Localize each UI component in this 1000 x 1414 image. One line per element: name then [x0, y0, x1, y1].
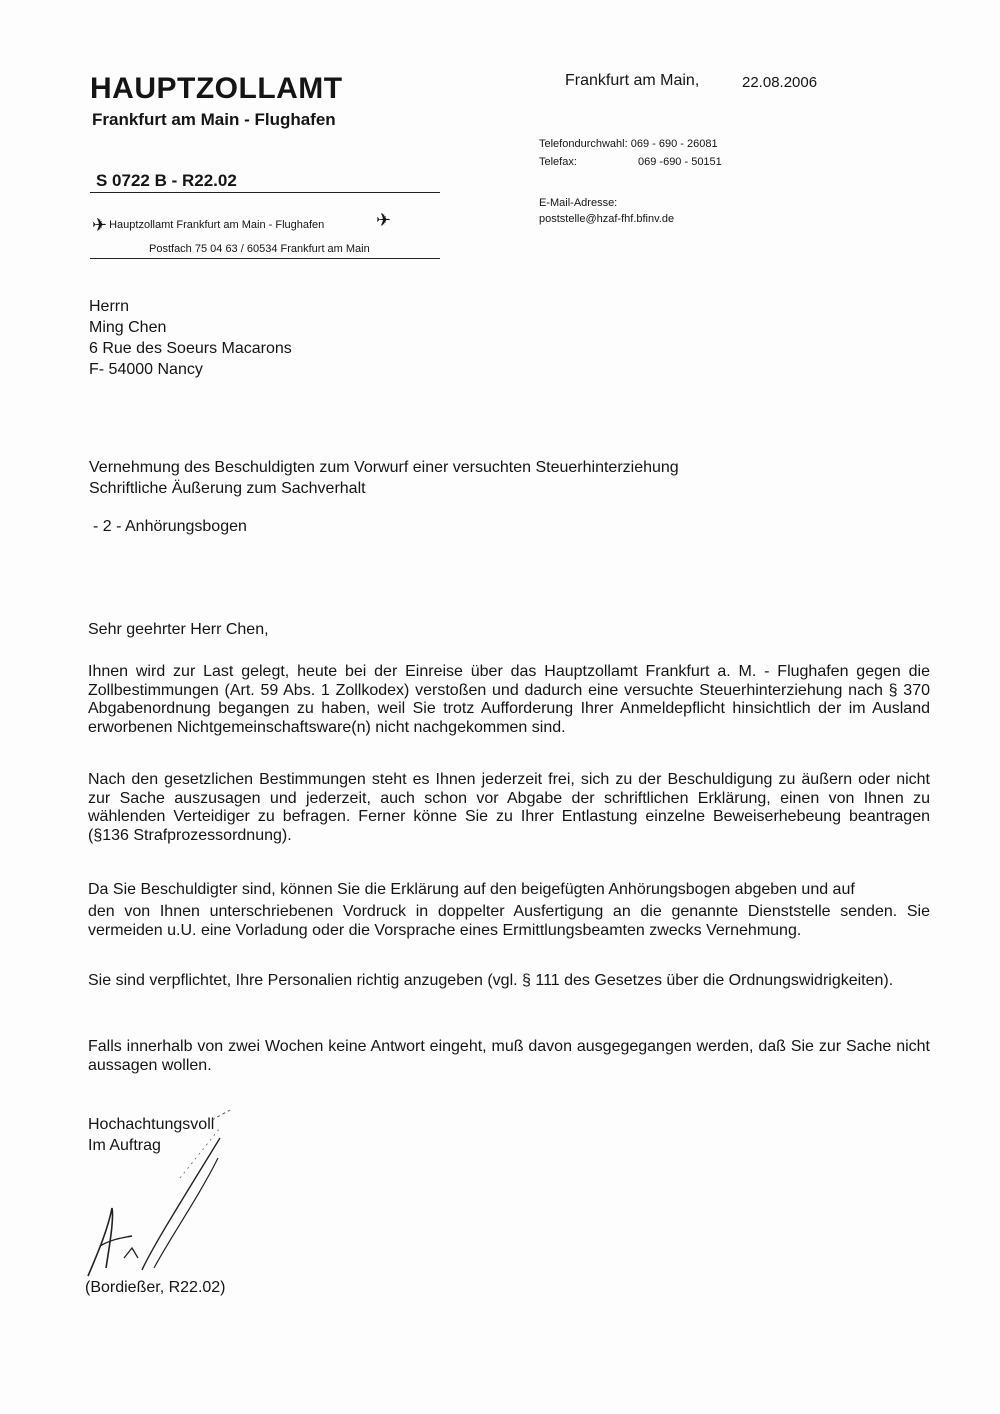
recipient-salutation: Herrn: [89, 298, 130, 315]
file-reference: S 0722 B - R22.02: [96, 171, 237, 190]
subject-line-3: - 2 - Anhörungsbogen: [93, 518, 247, 535]
sender-return-address: Postfach 75 04 63 / 60534 Frankfurt am Main: [149, 243, 370, 255]
paragraph-3: den von Ihnen unterschriebenen Vordruck in doppelter Ausfertigung an die genannte Dienststelle senden. Sie vermeiden u.U. eine Vorladung oder die Vorsprache eines Ermittlungsbeamten zwecks Vernehmung.: [88, 903, 930, 939]
paragraph-4: Sie sind verpflichtet, Ihre Personalien richtig anzugeben (vgl. § 111 des Gesetzes über die Ordnungswidrigkeiten).: [88, 972, 894, 989]
closing-line-1: Hochachtungsvoll: [88, 1116, 215, 1133]
airplane-icon: ✈: [92, 215, 108, 235]
authority-location: Frankfurt am Main - Flughafen: [92, 110, 336, 129]
authority-name: HAUPTZOLLAMT: [90, 72, 343, 105]
letter-place: Frankfurt am Main,: [565, 72, 700, 89]
fax-number: 069 -690 - 50151: [638, 156, 722, 168]
recipient-name: Ming Chen: [89, 319, 167, 336]
letter-date: 22.08.2006: [742, 74, 818, 91]
signer-name: (Bordießer, R22.02): [85, 1279, 226, 1296]
subject-line-2: Schriftliche Äußerung zum Sachverhalt: [89, 480, 366, 497]
paragraph-1: Ihnen wird zur Last gelegt, heute bei der Einreise über das Hauptzollamt Frankfurt a. M. - Flughafen gegen die Zollbestimmungen (Art. 59 Abs. 1 Zollkodex) verstoßen und dadurch eine versuchte Steuerhinterziehung nach § 370 Abgabenordnung begangen zu haben, weil Sie trotz Aufforderung Ihrer Anmeldepflicht hinsichtlich der im Ausland erworbenen Nichtgemeinschaftsware(n) nicht nachgekommen sind.: [88, 663, 930, 736]
email-address: poststelle@hzaf-fhf.bfinv.de: [539, 213, 675, 225]
paragraph-3-first-line: Da Sie Beschuldigter sind, können Sie die Erklärung auf den beigefügten Anhörungsbogen abgeben und auf: [88, 881, 855, 898]
divider: [90, 258, 440, 259]
handwritten-signature: [80, 1108, 260, 1288]
sender-return-name: Hauptzollamt Frankfurt am Main - Flughafen: [109, 219, 325, 231]
paragraph-2: Nach den gesetzlichen Bestimmungen steht es Ihnen jederzeit frei, sich zu der Beschuldigung zu äußern oder nicht zur Sache auszusagen und jederzeit, auch schon vor Abgabe der schriftlichen Erklärung, einen von Ihnen zu wählenden Verteidiger zu befragen. Ferner könne Sie zu Ihrer Entlastung einzelne Beweiserhebeung beantragen (§136 Strafprozessordnung).: [88, 771, 930, 844]
greeting: Sehr geehrter Herr Chen,: [88, 621, 269, 638]
closing-line-2: Im Auftrag: [88, 1137, 161, 1154]
email-label: E-Mail-Adresse:: [539, 197, 618, 209]
recipient-city: F- 54000 Nancy: [89, 361, 203, 378]
phone-line: Telefondurchwahl: 069 - 690 - 26081: [539, 138, 718, 150]
recipient-street: 6 Rue des Soeurs Macarons: [89, 340, 292, 357]
paragraph-5: Falls innerhalb von zwei Wochen keine Antwort eingeht, muß davon ausgegegangen werden, daß Sie zur Sache nicht aussagen wollen.: [88, 1038, 930, 1074]
divider: [90, 192, 440, 193]
fax-label: Telefax:: [539, 156, 577, 168]
airplane-icon: ✈: [376, 210, 392, 230]
sender-return-line: [92, 216, 324, 234]
subject-line-1: Vernehmung des Beschuldigten zum Vorwurf einer versuchten Steuerhinterziehung: [89, 459, 679, 476]
